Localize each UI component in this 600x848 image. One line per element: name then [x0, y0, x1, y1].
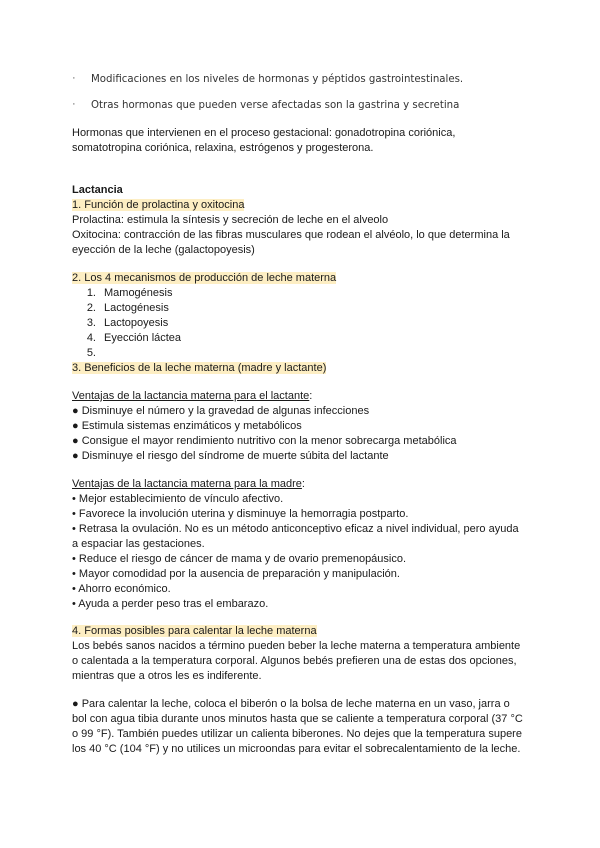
list-item: • Mejor establecimiento de vínculo afectivo.	[72, 493, 284, 505]
text-line: Los bebés sanos nacidos a término pueden beber la leche materna a temperatura ambiente	[72, 640, 521, 652]
intro-bullet-1: Modificaciones en los niveles de hormonas y péptidos gastrointestinales.	[91, 74, 464, 85]
madre-heading: Ventajas de la lactancia materna para la madre	[72, 478, 302, 490]
list-item: ● Consigue el mayor rendimiento nutritivo con la menor sobrecarga metabólica	[72, 435, 457, 447]
list-item: 2. Lactogénesis	[86, 302, 169, 314]
text-line: mientras que a otros les es indiferente.	[72, 670, 262, 682]
list-item: • Ahorro económico.	[72, 583, 171, 595]
text-line: Prolactina: estimula la síntesis y secreción de leche en el alveolo	[72, 214, 389, 226]
text-line: ● Para calentar la leche, coloca el biberón o la bolsa de leche materna en un vaso, jarra o	[72, 698, 510, 710]
text-line: o 99 °F). También puedes utilizar un calienta biberones. No dejes que la temperatura supere	[72, 728, 522, 740]
numbered-list	[72, 286, 532, 361]
list-item: 3. Lactopoyesis	[86, 317, 169, 329]
list-item: • Retrasa la ovulación. No es un método anticonceptivo eficaz a nivel individual, pero ayuda	[72, 523, 519, 535]
text-line: los 40 °C (104 °F) y no utilices un microondas para evitar el sobrecalentamiento de la leche.	[72, 743, 521, 755]
text-line: somatotropina coriónica, relaxina, estrógenos y progesterona.	[72, 142, 374, 154]
warming-paragraph	[72, 697, 532, 757]
text-line: eyección de la leche (galactopoyesis)	[72, 244, 255, 256]
list-item: • Ayuda a perder peso tras el embarazo.	[72, 598, 269, 610]
section-heading-2: 2. Los 4 mecanismos de producción de leche materna	[72, 272, 337, 284]
bullet-dot: ·	[72, 72, 76, 84]
list-item: a espaciar las gestaciones.	[72, 538, 205, 550]
lactante-heading: Ventajas de la lactancia materna para el lactante	[72, 390, 310, 402]
text-line: Oxitocina: contracción de las fibras musculares que rodean el alvéolo, lo que determina la	[72, 229, 510, 241]
list-item: 5.	[86, 347, 96, 359]
section-2	[72, 271, 532, 376]
section-heading-3: 3. Beneficios de la leche materna (madre y lactante)	[72, 362, 327, 374]
list-item: ● Disminuye el riesgo del síndrome de muerte súbita del lactante	[72, 450, 389, 462]
section-heading-1: 1. Función de prolactina y oxitocina	[72, 199, 245, 211]
list-item: • Favorece la involución uterina y disminuye la hemorragia postparto.	[72, 508, 409, 520]
text-line: Hormonas que intervienen en el proceso gestacional: gonadotropina coriónica,	[72, 127, 456, 139]
section-heading-4: 4. Formas posibles para calentar la leche materna	[72, 625, 317, 637]
list-item: • Reduce el riesgo de cáncer de mama y de ovario premenopáusico.	[72, 553, 407, 565]
intro-bullet-2: Otras hormonas que pueden verse afectadas son la gastrina y secretina	[91, 100, 460, 111]
section-title-lactancia: Lactancia	[72, 184, 123, 196]
list-item: • Mayor comodidad por la ausencia de preparación y manipulación.	[72, 568, 400, 580]
text-line: bol con agua tibia durante unos minutos hasta que se caliente a temperatura corporal (37 °C	[72, 713, 523, 725]
section-4	[72, 624, 532, 684]
text-line: o calentada a la temperatura corporal. Algunos bebés prefieren una de estas dos opciones,	[72, 655, 517, 667]
section-1	[72, 198, 532, 258]
madre-section: Ventajas de la lactancia materna para la madre: • Mejor establecimiento de vínculo afectivo. • Favorece la involución uterina y disminuye la hemorragia postparto. • Retrasa la ovulación. No es un método anticonceptivo eficaz a nivel individual, pero ayuda a espaciar las gestaciones. • Reduce el riesgo de cáncer de mama y de ovario premenopáusico. • Mayor comodidad por la ausencia de preparación y manipulación. • Ahorro económico. • Ayuda a perder peso tras el embarazo.	[72, 477, 532, 612]
lactante-section: Ventajas de la lactancia materna para el lactante: ● Disminuye el número y la gravedad de algunas infecciones ● Estimula sistemas enzimáticos y metabólicos ● Consigue el mayor rendimiento nutritivo con la menor sobrecarga metabólica ● Disminuye el riesgo del síndrome de muerte súbita del lactante	[72, 389, 532, 464]
gestational-paragraph	[72, 126, 532, 156]
bullet-dot: ·	[72, 98, 76, 110]
list-item: 4. Eyección láctea	[86, 332, 182, 344]
list-item: ● Estimula sistemas enzimáticos y metabólicos	[72, 420, 302, 432]
list-item: 1. Mamogénesis	[86, 287, 173, 299]
list-item: ● Disminuye el número y la gravedad de algunas infecciones	[72, 405, 370, 417]
